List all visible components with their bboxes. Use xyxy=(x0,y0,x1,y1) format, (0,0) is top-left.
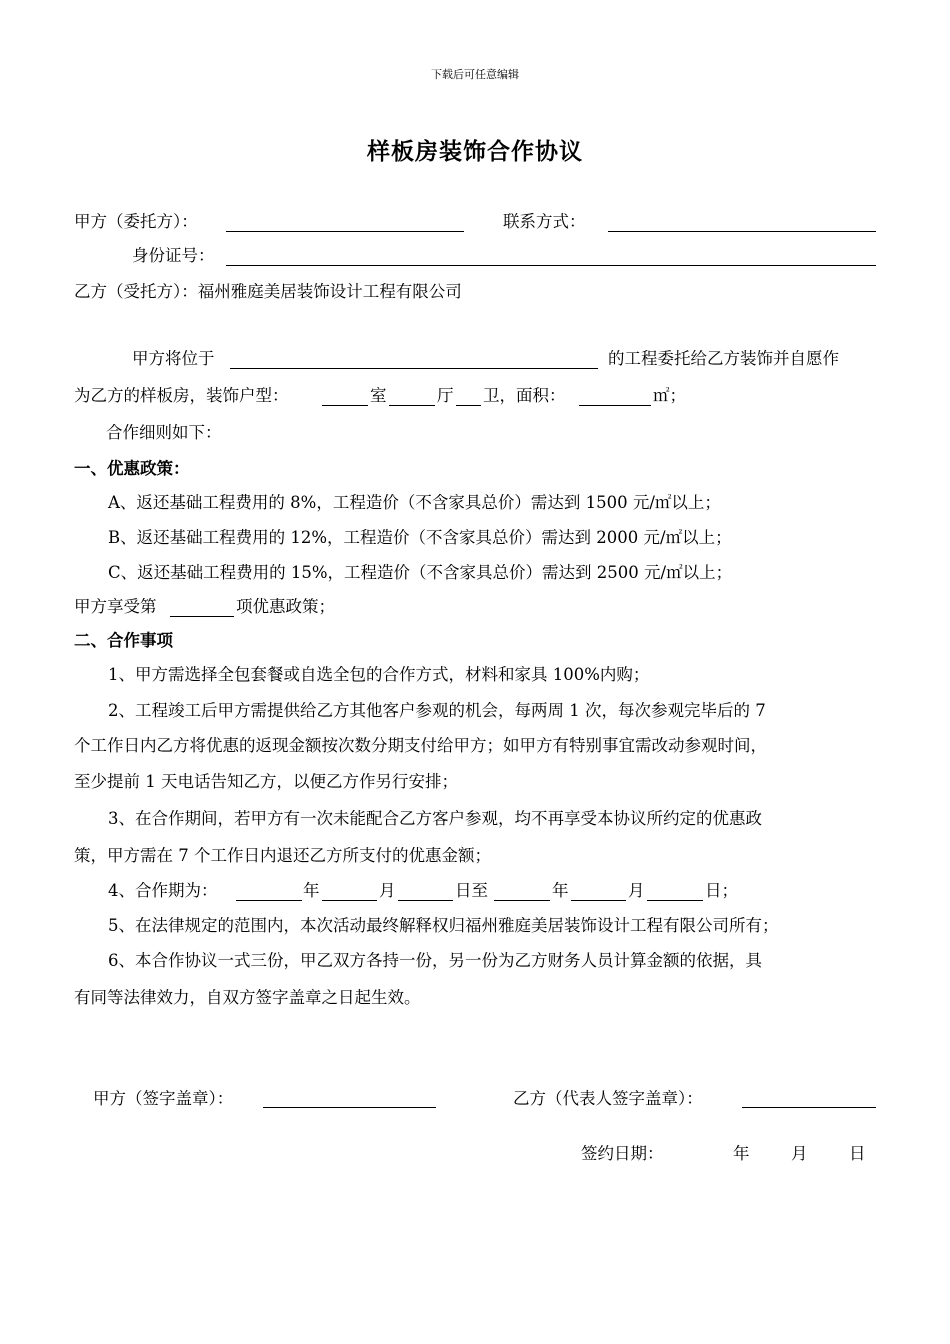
section2-heading: 二、合作事项 xyxy=(74,631,173,650)
start-year-label: 年 xyxy=(303,881,320,900)
end-day-blank[interactable] xyxy=(647,900,703,901)
day-to-label: 日至 xyxy=(455,881,488,900)
party-b-signature-blank[interactable] xyxy=(742,1107,876,1108)
area-unit: ㎡； xyxy=(653,386,686,405)
sign-date-label: 签约日期： xyxy=(581,1144,664,1163)
bath-blank[interactable] xyxy=(456,405,481,406)
end-year-label: 年 xyxy=(552,881,569,900)
room-blank[interactable] xyxy=(322,405,368,406)
start-year-blank[interactable] xyxy=(236,900,302,901)
coop-item-6-line2: 有同等法律效力，自双方签字盖章之日起生效。 xyxy=(74,988,421,1007)
coop-item-2-line1: 2、工程竣工后甲方需提供给乙方其他客户参观的机会，每两周 1 次，每次参观完毕后的 7 xyxy=(108,701,766,720)
coop-item-6-line1: 6、本合作协议一式三份，甲乙双方各持一份，另一份为乙方财务人员计算金额的依据，具 xyxy=(108,951,762,970)
day-end-label: 日； xyxy=(705,881,738,900)
enjoy-suffix: 项优惠政策； xyxy=(236,597,335,616)
end-month-blank[interactable] xyxy=(571,900,626,901)
coop-item-5: 5、在法律规定的范围内，本次活动最终解释权归福州雅庭美居装饰设计工程有限公司所有； xyxy=(108,916,779,935)
location-blank[interactable] xyxy=(230,368,598,369)
area-blank[interactable] xyxy=(579,405,651,406)
hall-label: 厅 xyxy=(437,386,454,405)
bath-label: 卫，面积： xyxy=(483,386,566,405)
coop-item-1: 1、甲方需选择全包套餐或自选全包的合作方式，材料和家具 100%内购； xyxy=(108,665,650,684)
section1-heading: 一、优惠政策： xyxy=(74,459,190,478)
party-a-signature-label: 甲方（签字盖章）： xyxy=(93,1089,234,1108)
sign-date-year: 年 xyxy=(733,1144,750,1163)
id-number-label: 身份证号： xyxy=(132,246,215,265)
coop-item-2-line3: 至少提前 1 天电话告知乙方，以便乙方作另行安排； xyxy=(74,772,458,791)
hall-blank[interactable] xyxy=(389,405,435,406)
policy-item-a: A、返还基础工程费用的 8%，工程造价（不含家具总价）需达到 1500 元/㎡以上； xyxy=(108,493,721,512)
details-lead: 合作细则如下： xyxy=(106,423,222,442)
party-a-name-blank[interactable] xyxy=(226,231,464,232)
party-a-label: 甲方（委托方）： xyxy=(74,212,198,231)
intro-part2: 的工程委托给乙方装饰并自愿作 xyxy=(608,349,839,368)
party-b-label: 乙方（受托方）：福州雅庭美居装饰设计工程有限公司 xyxy=(74,282,462,301)
policy-choice-blank[interactable] xyxy=(170,616,234,617)
start-month-label: 月 xyxy=(379,881,396,900)
contact-blank[interactable] xyxy=(608,231,876,232)
enjoy-prefix: 甲方享受第 xyxy=(74,597,157,616)
intro-part1: 甲方将位于 xyxy=(132,349,215,368)
id-number-blank[interactable] xyxy=(226,265,876,266)
intro-part3: 为乙方的样板房，装饰户型： xyxy=(74,386,289,405)
sign-date-month: 月 xyxy=(791,1144,808,1163)
room-label: 室 xyxy=(370,386,387,405)
sign-date-day: 日 xyxy=(849,1144,866,1163)
end-year-blank[interactable] xyxy=(494,900,550,901)
coop-item-3-line1: 3、在合作期间，若甲方有一次未能配合乙方客户参观，均不再享受本协议所约定的优惠政 xyxy=(108,809,762,828)
end-month-label: 月 xyxy=(628,881,645,900)
document-title: 样板房装饰合作协议 xyxy=(367,138,583,165)
policy-item-c: C、返还基础工程费用的 15%，工程造价（不含家具总价）需达到 2500 元/㎡以上； xyxy=(108,563,733,582)
coop-item-3-line2: 策，甲方需在 7 个工作日内退还乙方所支付的优惠金额； xyxy=(74,846,491,865)
party-a-signature-blank[interactable] xyxy=(263,1107,436,1108)
contact-label: 联系方式： xyxy=(503,212,586,231)
party-b-signature-label: 乙方（代表人签字盖章）： xyxy=(513,1089,703,1108)
header-note: 下载后可任意编辑 xyxy=(431,68,519,81)
coop-item-4-prefix: 4、合作期为： xyxy=(108,881,218,900)
start-month-blank[interactable] xyxy=(322,900,377,901)
coop-item-2-line2: 个工作日内乙方将优惠的返现金额按次数分期支付给甲方；如甲方有特别事宜需改动参观时间， xyxy=(74,736,767,755)
start-day-blank[interactable] xyxy=(398,900,453,901)
policy-item-b: B、返还基础工程费用的 12%，工程造价（不含家具总价）需达到 2000 元/㎡以上； xyxy=(108,528,732,547)
